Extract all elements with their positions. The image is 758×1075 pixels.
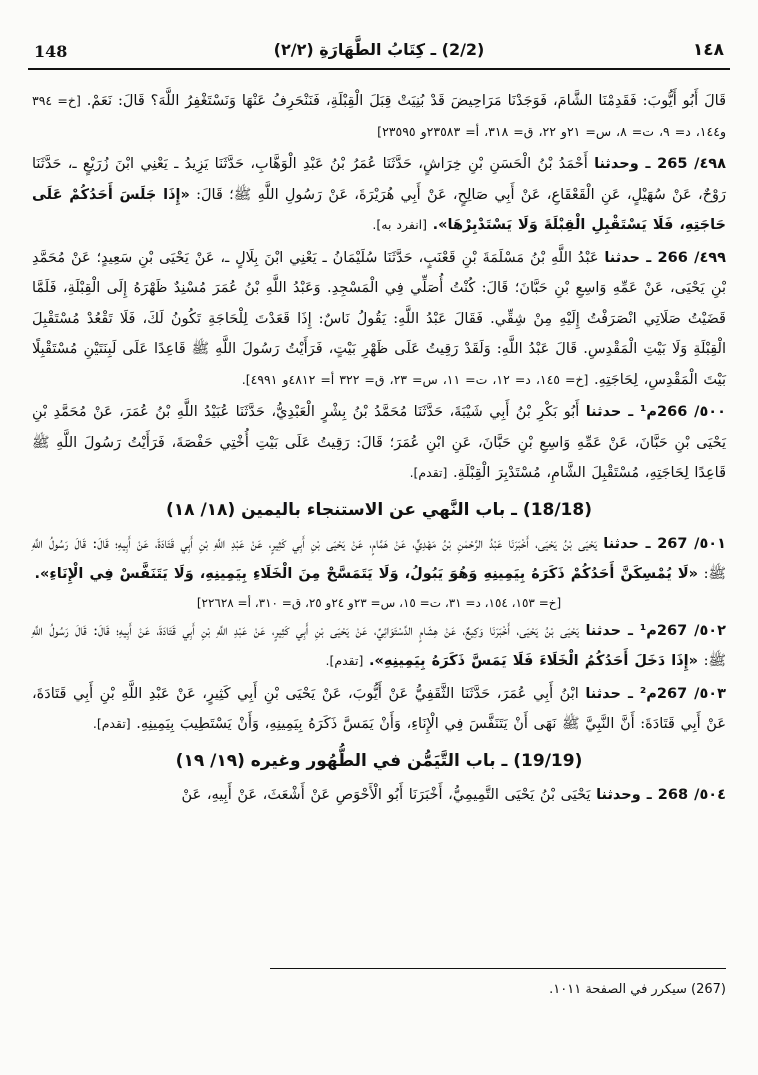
hadith-267m2: [32, 679, 726, 740]
hadith-text: يَحْيَى بْنُ يَحْيَى، أَخْبَرَنَا عَبْدُ الرَّحْمٰنِ بْنُ مَهْدِيٍّ، عَنْ هَمَّامٍ، عَنْ يَحْيَى بْنِ أَبِي كَثِيرٍ، عَنْ عَبْدِ اللَّهِ بْنِ أَبِي قَتَادَةَ، عَنْ أَبِيهِ؛ قَالَ: قَالَ رَسُولُ اللَّهِ ﷺ:: [32, 535, 726, 582]
hadith-number: ٥٠٠/ 266م¹ ـ حدثنا: [585, 404, 727, 420]
paragraph-continuation: قَالَ أَبُو أَيُّوبَ: فَقَدِمْنَا الشَّامَ، فَوَجَدْنَا مَرَاحِيضَ قَدْ بُنِيَتْ قِبَلَ الْقِبْلَةِ، فَنَنْحَرِفُ عَنْهَا وَنَسْتَغْفِرُ اللَّهَ؟ قَالَ: نَعَمْ. [خ= ٣٩٤ و١٤٤، د= ٩، ت= ٨، س= ٢١و ٢٢، ق= ٣١٨، أ= ٢٣٥٨٣و ٢٣٥٩٥]: [32, 93, 727, 139]
page-number-latin: 148: [34, 42, 68, 61]
reference-list: [انفرد به].: [372, 217, 428, 232]
running-header: [28, 36, 730, 68]
hadith-number: ٥٠٤/ 268 ـ وحدثنا: [596, 786, 726, 803]
hadith-text: يَحْيَى بْنُ يَحْيَى، أَخْبَرَنَا وَكِيعٌ، عَنْ هِشَامٍ الدَّسْتَوَائِيِّ، عَنْ يَحْيَى بْنِ أَبِي كَثِيرٍ، عَنْ عَبْدِ اللَّهِ بْنِ أَبِي قَتَادَةَ، عَنْ أَبِيهِ؛ قَالَ: قَالَ رَسُولُ اللَّهِ ﷺ:: [32, 622, 726, 669]
reference-list: [تقدم].: [409, 465, 448, 480]
hadith-text: عَبْدُ اللَّهِ بْنُ مَسْلَمَةَ بْنِ قَعْنَبٍ، حَدَّثَنَا سُلَيْمَانُ ـ يَعْنِي ابْنَ بِلَالٍ ـ، عَنْ يَحْيَى بْنِ سَعِيدٍ؛ عَنْ مُحَمَّدِ بْنِ يَحْيَى، عَنْ عَمِّهِ وَاسِعِ بْنِ حَبَّانَ؛ قَالَ: كُنْتُ أُصَلِّي فِي الْمَسْجِدِ. وَعَبْدُ اللَّهِ بْنُ عُمَرَ مُسْنِدٌ ظَهْرَهُ إِلَى الْقِبْلَةِ، فَلَمَّا قَضَيْتُ صَلَاتِي انْصَرَفْتُ إِلَيْهِ مِنْ شِقِّي. فَقَالَ عَبْدُ اللَّهِ: يَقُولُ نَاسٌ: إِذَا قَعَدْتَ لِلْحَاجَةِ تَكُونُ لَكَ، فَلَا تَقْعُدْ مُسْتَقْبِلَ الْقِبْلَةِ وَلَا بَيْتِ الْمَقْدِسِ. قَالَ عَبْدُ اللَّهِ: وَلَقَدْ رَقِيتُ عَلَى ظَهْرِ بَيْتٍ، فَرَأَيْتُ رَسُولَ اللَّهِ ﷺ قَاعِدًا عَلَى لَبِنَتَيْنِ مُسْتَقْبِلًا بَيْتَ الْمَقْدِسِ، لِحَاجَتِهِ.: [32, 249, 726, 388]
hadith-265: [32, 149, 726, 241]
hadith-266m1: [32, 397, 726, 489]
header-rule: [28, 68, 730, 70]
chapter-heading-19: (19/19) ـ باب التَّيَمُّن في الطُّهُور وغيره (١٩/ ١٩): [175, 750, 583, 771]
reference-list: [خ= ١٥٣، ١٥٤، د= ٣١، ت= ١٥، س= ٢٣و ٢٤و ٢٥، ق= ٣١٠، أ= ٢٢٦٢٨]: [196, 595, 562, 610]
hadith-quote: «لَا يُمْسِكَنَّ أَحَدُكُمْ ذَكَرَهُ بِيَمِينِهِ وَهُوَ يَبُولُ، وَلَا يَتَمَسَّحْ مِنَ الْخَلَاءِ بِيَمِينِهِ، وَلَا يَتَنَفَّسْ فِي الْإِنَاءِ».: [34, 566, 698, 582]
hadith-quote: «إِذَا جَلَسَ أَحَدُكُمْ عَلَى حَاجَتِهِ، فَلَا يَسْتَقْبِلِ الْقِبْلَةَ وَلَا يَسْتَدْبِرْهَا».: [32, 186, 726, 233]
chapter-heading-18: (18/18) ـ باب النَّهي عن الاستنجاء باليمين (١٨/ ١٨): [165, 499, 592, 520]
page-number-arabic: ١٤٨: [692, 40, 724, 60]
reference-list: [خ= ١٤٥، د= ١٢، ت= ١١، س= ٢٣، ق= ٣٢٢ أ= ٤٨١٢و ٤٩٩١].: [241, 371, 589, 387]
hadith-number: ٥٠٢/ 267م¹ ـ حدثنا: [585, 622, 726, 639]
hadith-number: ٤٩٩/ 266 ـ حدثنا: [604, 249, 726, 266]
hadith-text: ابْنُ أَبِي عُمَرَ، حَدَّثَنَا الثَّقَفِيُّ عَنْ أَيُّوبَ، عَنْ يَحْيَى بْنِ أَبِي كَثِيرٍ، عَنْ عَبْدِ اللَّهِ بْنِ أَبِي قَتَادَةَ، عَنْ أَبِي قَتَادَةَ: أَنَّ النَّبِيَّ ﷺ نَهَى أَنْ يَتَنَفَّسَ فِي الْإِنَاءِ، وَأَنْ يَمَسَّ ذَكَرَهُ بِيَمِينِهِ، وَأَنْ يَسْتَطِيبَ بِيَمِينِهِ.: [32, 685, 726, 732]
hadith-number: ٥٠٣/ 267م² ـ حدثنا: [585, 685, 727, 702]
hadith-267m1: [32, 616, 726, 677]
reference-list: [تقدم].: [325, 653, 364, 668]
reference-list: [خ= ٣٩٤ و١٤٤، د= ٩، ت= ٨، س= ٢١و ٢٢، ق= ٣١٨، أ= ٢٣٥٨٣و ٢٣٥٩٥]: [32, 93, 726, 139]
hadith-266: [32, 243, 726, 396]
footnote-rule: [270, 968, 726, 969]
main-text: [32, 86, 726, 810]
hadith-268: [32, 780, 726, 811]
hadith-text: أَبُو بَكْرِ بْنُ أَبِي شَيْبَةَ، حَدَّثَنَا مُحَمَّدُ بْنُ بِشْرٍ الْعَبْدِيُّ، حَدَّثَنَا عُبَيْدُ اللَّهِ بْنُ عُمَرَ، عَنْ مُحَمَّدِ بْنِ يَحْيَى بْنِ حَبَّانَ، عَنْ عَمِّهِ وَاسِعِ بْنِ حَبَّانَ، عَنِ ابْنِ عُمَرَ؛ قَالَ: رَقِيتُ عَلَى بَيْتِ أُخْتِي حَفْصَةَ، فَرَأَيْتُ رَسُولَ اللَّهِ ﷺ قَاعِدًا لِحَاجَتِهِ، مُسْتَقْبِلَ الشَّامِ، مُسْتَدْبِرَ الْقِبْلَةِ.: [32, 404, 726, 481]
running-title: (2/2) ـ كِتَابُ الطَّهَارَةِ (٢/٢): [273, 40, 485, 59]
hadith-quote: «إِذَا دَخَلَ أَحَدُكُمُ الْخَلَاءَ فَلَا يَمَسَّ ذَكَرَهُ بِيَمِينِهِ».: [368, 653, 698, 669]
reference-list: [تقدم].: [92, 716, 131, 731]
hadith-text: أَحْمَدُ بْنُ الْحَسَنِ بْنِ خِرَاشٍ، حَدَّثَنَا عُمَرُ بْنُ عَبْدِ الْوَهَّابِ، حَدَّثَنَا يَزِيدُ ـ يَعْنِي ابْنَ زُرَيْعٍ ـ، حَدَّثَنَا رَوْحٌ، عَنْ سُهَيْلٍ، عَنِ الْقَعْقَاعِ، عَنْ أَبِي صَالِحٍ، عَنْ أَبِي هُرَيْرَةَ، عَنْ رَسُولِ اللَّهِ ﷺ؛ قَالَ:: [32, 156, 727, 203]
hadith-number: ٥٠١/ 267 ـ حدثنا: [603, 535, 727, 552]
hadith-267: [32, 529, 726, 590]
hadith-text: يَحْيَى بْنُ يَحْيَى التَّمِيمِيُّ، أَخْبَرَنَا أَبُو الْأَحْوَصِ عَنْ أَشْعَثَ، عَنْ أَبِيهِ، عَنْ: [181, 786, 591, 803]
hadith-number: ٤٩٨/ 265 ـ وحدثنا: [594, 156, 727, 172]
footnote: (267) سيكرر في الصفحة ١٠١١.: [549, 982, 726, 997]
